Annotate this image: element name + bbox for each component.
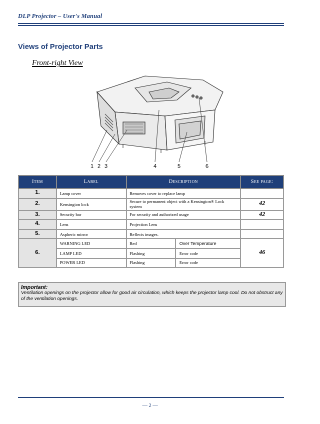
header-description: Description bbox=[126, 176, 241, 189]
row-label: Lens bbox=[56, 220, 126, 230]
led-state-lamp: Flashing bbox=[126, 248, 176, 258]
table-row bbox=[19, 189, 284, 199]
led-state-warning: Red bbox=[126, 239, 176, 249]
callout-3: 3 bbox=[104, 164, 108, 170]
table-row-led bbox=[19, 239, 284, 249]
row-see-page bbox=[241, 220, 284, 230]
note-title: Important: bbox=[21, 285, 48, 291]
table-header-row bbox=[19, 176, 284, 189]
row-item: 1. bbox=[19, 189, 57, 199]
footer-rule bbox=[18, 397, 284, 398]
header-see-page: See page: bbox=[241, 176, 284, 189]
parts-table bbox=[18, 175, 284, 268]
section-heading: Views of Projector Parts bbox=[18, 42, 103, 51]
row-description: Reflects images. bbox=[126, 229, 241, 239]
row-see-page: 42 bbox=[241, 198, 284, 210]
led-label-lamp: LAMP LED bbox=[56, 248, 126, 258]
callout-5: 5 bbox=[177, 164, 181, 170]
led-meaning-lamp: Error code bbox=[176, 248, 241, 258]
row-see-page: 46 bbox=[241, 239, 284, 268]
table-row bbox=[19, 210, 284, 220]
row-item: 3. bbox=[19, 210, 57, 220]
row-see-page bbox=[241, 229, 284, 239]
row-label: Kensington lock bbox=[56, 198, 126, 210]
row-see-page bbox=[241, 189, 284, 199]
row-item: 5. bbox=[19, 229, 57, 239]
row-see-page: 42 bbox=[241, 210, 284, 220]
header-label: Label bbox=[56, 176, 126, 189]
row-description: Removes cover to replace lamp bbox=[126, 189, 241, 199]
row-description: For security and authorized usage bbox=[126, 210, 241, 220]
running-header: DLP Projector – User's Manual bbox=[18, 13, 103, 20]
important-note bbox=[18, 282, 286, 307]
row-label: Lamp cover bbox=[56, 189, 126, 199]
callout-4: 4 bbox=[153, 164, 157, 170]
led-meaning-power: Error code bbox=[176, 258, 241, 268]
led-label-power: POWER LED bbox=[56, 258, 126, 268]
row-description: Projection Lens bbox=[126, 220, 241, 230]
led-meaning-warning: Over Temperature bbox=[176, 239, 241, 249]
callout-6: 6 bbox=[205, 164, 209, 170]
table-row bbox=[19, 220, 284, 230]
header-rule-thin bbox=[18, 25, 284, 26]
row-label: Security bar bbox=[56, 210, 126, 220]
row-label: Aspheric mirror bbox=[56, 229, 126, 239]
header-item: Item bbox=[19, 176, 57, 189]
row-item: 4. bbox=[19, 220, 57, 230]
projector-front-right-illustration bbox=[75, 70, 235, 170]
note-text: Ventilation openings on the projector allow for good air circulation, which keeps the projector lamp cool. Do not obstruct any of the ventilation openings. bbox=[21, 291, 283, 302]
table-row bbox=[19, 198, 284, 210]
sub-heading: Front-right View bbox=[32, 58, 83, 67]
callout-1: 1 bbox=[90, 164, 94, 170]
row-description: Secure to permanent object with a Kensington® Lock system bbox=[126, 198, 241, 210]
row-item: 6. bbox=[19, 239, 57, 268]
led-state-power: Flashing bbox=[126, 258, 176, 268]
page-number: — 2 — bbox=[142, 403, 158, 409]
table-row bbox=[19, 229, 284, 239]
led-label-warning: WARNING LED bbox=[56, 239, 126, 249]
header-rule bbox=[18, 23, 284, 24]
callout-2: 2 bbox=[97, 164, 101, 170]
row-item: 2. bbox=[19, 198, 57, 210]
